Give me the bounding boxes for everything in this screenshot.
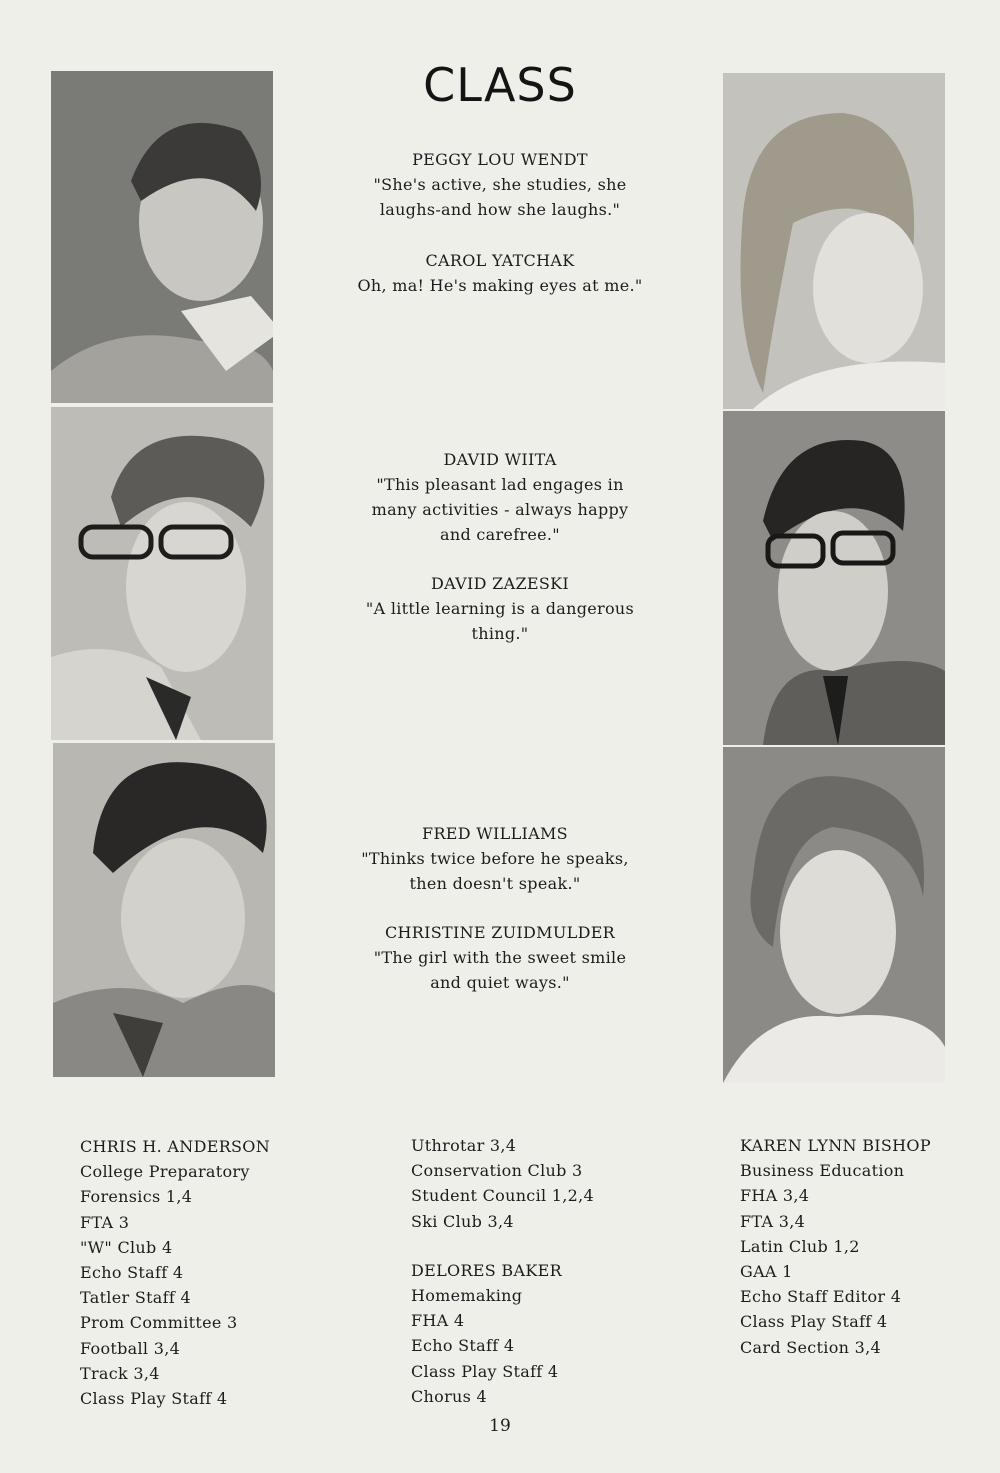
activities-column-right xyxy=(740,1133,931,1360)
portrait-photo-bottom-right xyxy=(723,747,945,1083)
quote-carol-yatchak xyxy=(330,248,670,298)
portrait-photo-top-right xyxy=(723,73,945,409)
quote-peggy-lou-wendt xyxy=(330,147,670,222)
activity-item: Class Play Staff 4 xyxy=(740,1312,888,1332)
activity-item: "W" Club 4 xyxy=(80,1237,173,1257)
page-number: 19 xyxy=(489,1416,511,1436)
activity-item: Class Play Staff 4 xyxy=(411,1361,559,1381)
activities-column-left xyxy=(80,1134,270,1411)
quote-line: "She's active, she studies, she xyxy=(373,175,627,194)
activity-item: FTA 3 xyxy=(80,1212,130,1232)
activity-item: Business Education xyxy=(740,1161,905,1181)
activity-item: Latin Club 1,2 xyxy=(740,1236,860,1256)
quote-line: and quiet ways." xyxy=(430,973,570,992)
activity-item: Student Council 1,2,4 xyxy=(411,1186,595,1206)
quote-line: then doesn't speak." xyxy=(409,874,581,893)
activity-item: Uthrotar 3,4 xyxy=(411,1136,517,1155)
activity-item: Echo Staff 4 xyxy=(411,1336,515,1356)
student-name: CHRISTINE ZUIDMULDER xyxy=(384,923,616,942)
activity-item: Track 3,4 xyxy=(80,1363,160,1383)
quote-line: and carefree." xyxy=(440,525,560,544)
quote-line: laughs-and how she laughs." xyxy=(379,200,621,219)
quote-line: thing." xyxy=(471,624,529,643)
activity-item: Echo Staff Editor 4 xyxy=(740,1287,902,1307)
quote-line: "The girl with the sweet smile xyxy=(373,948,627,967)
activity-item: Prom Committee 3 xyxy=(80,1313,238,1333)
student-name: PEGGY LOU WENDT xyxy=(412,150,588,169)
quote-christine-zuidmulder xyxy=(330,920,670,995)
student-name: FRED WILLIAMS xyxy=(422,824,568,843)
activity-item: Conservation Club 3 xyxy=(411,1161,583,1181)
activity-item: GAA 1 xyxy=(740,1262,793,1282)
activity-item: Ski Club 3,4 xyxy=(411,1211,514,1231)
activity-item: FTA 3,4 xyxy=(740,1211,806,1231)
student-name: DAVID ZAZESKI xyxy=(431,574,569,593)
portrait-photo-middle-right xyxy=(723,411,945,745)
quote-line: many activities - always happy xyxy=(371,500,629,519)
activity-item: FHA 3,4 xyxy=(740,1186,810,1206)
portrait-photo-middle-left xyxy=(51,407,273,740)
quote-david-zazeski xyxy=(330,571,670,646)
page-title: CLASS xyxy=(423,58,577,112)
activities-column-middle xyxy=(411,1133,594,1409)
activity-item: Chorus 4 xyxy=(411,1386,488,1406)
activity-item: Card Section 3,4 xyxy=(740,1337,881,1357)
activity-item: FHA 4 xyxy=(411,1311,465,1331)
student-name: KAREN LYNN BISHOP xyxy=(740,1136,931,1155)
student-name: CAROL YATCHAK xyxy=(425,251,575,270)
activity-item: Football 3,4 xyxy=(80,1338,181,1358)
activity-item: College Preparatory xyxy=(80,1162,250,1182)
quote-david-wiita xyxy=(330,447,670,547)
student-name: CHRIS H. ANDERSON xyxy=(80,1137,271,1156)
student-name: DAVID WIITA xyxy=(443,450,557,469)
activity-item: Forensics 1,4 xyxy=(80,1187,193,1207)
quote-line: "A little learning is a dangerous xyxy=(365,599,635,618)
activity-item: Echo Staff 4 xyxy=(80,1263,184,1283)
quote-line: Oh, ma! He's making eyes at me." xyxy=(357,276,643,295)
portrait-photo-top-left xyxy=(51,71,273,403)
spacer xyxy=(411,1234,594,1258)
activity-item: Homemaking xyxy=(411,1286,523,1306)
portrait-photo-bottom-left xyxy=(53,743,275,1077)
student-name: DELORES BAKER xyxy=(411,1260,562,1280)
quote-line: "This pleasant lad engages in xyxy=(376,475,624,494)
activity-item: Class Play Staff 4 xyxy=(80,1389,228,1409)
activity-item: Tatler Staff 4 xyxy=(80,1288,191,1308)
quote-fred-williams xyxy=(325,821,665,896)
quote-line: "Thinks twice before he speaks, xyxy=(361,849,629,868)
